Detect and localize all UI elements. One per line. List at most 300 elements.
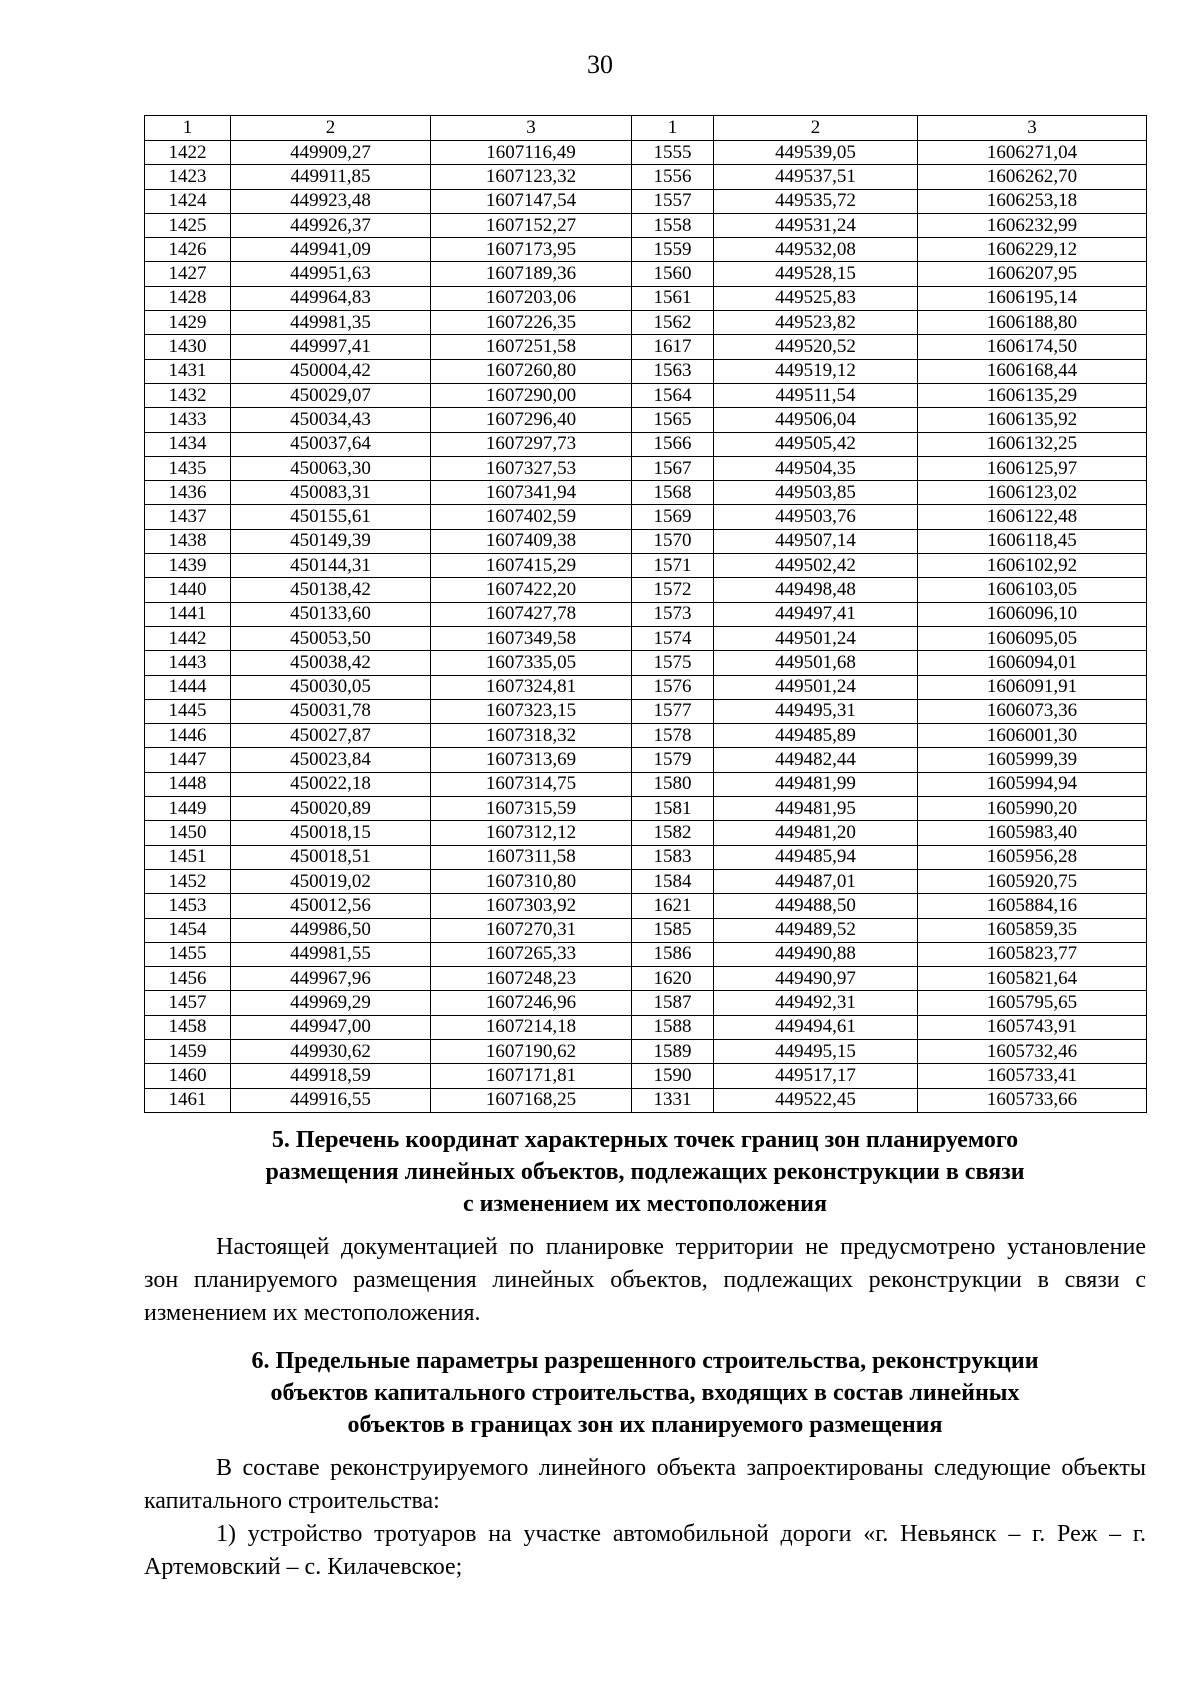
- table-cell: 449495,31: [714, 699, 918, 723]
- table-cell: 449997,41: [231, 335, 431, 359]
- table-cell: 1587: [632, 991, 714, 1015]
- table-cell: 1555: [632, 141, 714, 165]
- section-6: [144, 1345, 1146, 1584]
- table-row: [145, 626, 1147, 650]
- header-cell: 2: [714, 116, 918, 141]
- table-cell: 450149,39: [231, 529, 431, 553]
- table-cell: 1585: [632, 918, 714, 942]
- table-row: [145, 699, 1147, 723]
- table-row: [145, 554, 1147, 578]
- table-cell: 1430: [145, 335, 231, 359]
- table-cell: 449986,50: [231, 918, 431, 942]
- table-cell: 1607323,15: [431, 699, 632, 723]
- table-cell: 449519,12: [714, 359, 918, 383]
- table-cell: 449941,09: [231, 238, 431, 262]
- table-cell: 450019,02: [231, 869, 431, 893]
- table-cell: 1331: [632, 1088, 714, 1112]
- table-row: [145, 383, 1147, 407]
- table-cell: 450022,18: [231, 772, 431, 796]
- table-cell: 1580: [632, 772, 714, 796]
- table-cell: 1607248,23: [431, 967, 632, 991]
- table-cell: 1606132,25: [918, 432, 1147, 456]
- table-cell: 1607311,58: [431, 845, 632, 869]
- table-cell: 449498,48: [714, 578, 918, 602]
- table-cell: 1564: [632, 383, 714, 407]
- table-cell: 1607190,62: [431, 1039, 632, 1063]
- table-row: [145, 335, 1147, 359]
- table-cell: 1607214,18: [431, 1015, 632, 1039]
- table-cell: 449490,88: [714, 942, 918, 966]
- table-cell: 450004,42: [231, 359, 431, 383]
- table-cell: 1423: [145, 165, 231, 189]
- table-row: [145, 529, 1147, 553]
- table-cell: 1443: [145, 651, 231, 675]
- table-cell: 449503,85: [714, 481, 918, 505]
- table-cell: 1607246,96: [431, 991, 632, 1015]
- table-cell: 1560: [632, 262, 714, 286]
- table-row: [145, 1064, 1147, 1088]
- table-cell: 1570: [632, 529, 714, 553]
- table-cell: 450030,05: [231, 675, 431, 699]
- table-row: [145, 165, 1147, 189]
- table-cell: 1433: [145, 408, 231, 432]
- table-cell: 449539,05: [714, 141, 918, 165]
- table-cell: 1438: [145, 529, 231, 553]
- coordinates-table: [144, 115, 1147, 1113]
- table-cell: 1605859,35: [918, 918, 1147, 942]
- table-cell: 1620: [632, 967, 714, 991]
- table-cell: 449502,42: [714, 554, 918, 578]
- table-cell: 1605823,77: [918, 942, 1147, 966]
- table-cell: 449916,55: [231, 1088, 431, 1112]
- table-cell: 449482,44: [714, 748, 918, 772]
- table-cell: 1605821,64: [918, 967, 1147, 991]
- table-cell: 1606207,95: [918, 262, 1147, 286]
- table-cell: 449497,41: [714, 602, 918, 626]
- table-cell: 449503,76: [714, 505, 918, 529]
- table-row: [145, 286, 1147, 310]
- table-cell: 1617: [632, 335, 714, 359]
- table-cell: 1607427,78: [431, 602, 632, 626]
- table-cell: 1445: [145, 699, 231, 723]
- table-cell: 1435: [145, 456, 231, 480]
- table-row: [145, 869, 1147, 893]
- table-cell: 1607203,06: [431, 286, 632, 310]
- table-row: [145, 942, 1147, 966]
- table-cell: 450144,31: [231, 554, 431, 578]
- table-cell: 1574: [632, 626, 714, 650]
- table-cell: 1607415,29: [431, 554, 632, 578]
- table-cell: 1577: [632, 699, 714, 723]
- table-cell: 1425: [145, 213, 231, 237]
- table-cell: 449930,62: [231, 1039, 431, 1063]
- section-5-paragraph: Настоящей документацией по планировке территории не предусмотрено установление зон планируемого размещения линейных объектов, подлежащих реконструкции в связи с изменением их местоположения.: [144, 1234, 1146, 1326]
- table-cell: 449981,55: [231, 942, 431, 966]
- table-cell: 1607290,00: [431, 383, 632, 407]
- table-cell: 1607324,81: [431, 675, 632, 699]
- table-cell: 450018,51: [231, 845, 431, 869]
- table-cell: 450018,15: [231, 821, 431, 845]
- table-cell: 449481,99: [714, 772, 918, 796]
- table-cell: 1562: [632, 311, 714, 335]
- table-cell: 449481,95: [714, 797, 918, 821]
- table-row: [145, 1015, 1147, 1039]
- table-cell: 450012,56: [231, 894, 431, 918]
- table-cell: 1607310,80: [431, 869, 632, 893]
- table-cell: 1607147,54: [431, 189, 632, 213]
- table-cell: 1606123,02: [918, 481, 1147, 505]
- table-cell: 1607327,53: [431, 456, 632, 480]
- table-cell: 1607189,36: [431, 262, 632, 286]
- table-cell: 1576: [632, 675, 714, 699]
- table-cell: 1569: [632, 505, 714, 529]
- table-cell: 450133,60: [231, 602, 431, 626]
- table-cell: 1606253,18: [918, 189, 1147, 213]
- table-cell: 1606096,10: [918, 602, 1147, 626]
- table-cell: 1453: [145, 894, 231, 918]
- table-cell: 1579: [632, 748, 714, 772]
- table-cell: 450155,61: [231, 505, 431, 529]
- table-cell: 1461: [145, 1088, 231, 1112]
- table-cell: 449926,37: [231, 213, 431, 237]
- table-cell: 449505,42: [714, 432, 918, 456]
- table-cell: 1590: [632, 1064, 714, 1088]
- table-cell: 1584: [632, 869, 714, 893]
- table-cell: 1437: [145, 505, 231, 529]
- table-cell: 1605884,16: [918, 894, 1147, 918]
- table-body: [145, 141, 1147, 1113]
- table-cell: 449535,72: [714, 189, 918, 213]
- table-cell: 449495,15: [714, 1039, 918, 1063]
- table-cell: 1605956,28: [918, 845, 1147, 869]
- table-cell: 1606188,80: [918, 311, 1147, 335]
- table-cell: 449969,29: [231, 991, 431, 1015]
- table-cell: 1434: [145, 432, 231, 456]
- table-row: [145, 213, 1147, 237]
- table-cell: 1621: [632, 894, 714, 918]
- table-cell: 1605994,94: [918, 772, 1147, 796]
- table-cell: 1460: [145, 1064, 231, 1088]
- table-cell: 449501,24: [714, 675, 918, 699]
- table-row: [145, 821, 1147, 845]
- table-cell: 449501,24: [714, 626, 918, 650]
- table-cell: 1558: [632, 213, 714, 237]
- table-cell: 449981,35: [231, 311, 431, 335]
- table-cell: 449911,85: [231, 165, 431, 189]
- table-cell: 1607116,49: [431, 141, 632, 165]
- table-cell: 1607251,58: [431, 335, 632, 359]
- table-cell: 1573: [632, 602, 714, 626]
- table-cell: 1605983,40: [918, 821, 1147, 845]
- table-cell: 450023,84: [231, 748, 431, 772]
- table-cell: 449520,52: [714, 335, 918, 359]
- table-cell: 1607303,92: [431, 894, 632, 918]
- table-cell: 1607312,12: [431, 821, 632, 845]
- table-cell: 1607270,31: [431, 918, 632, 942]
- table-cell: 1561: [632, 286, 714, 310]
- section-6-list-item: 1) устройство тротуаров на участке автомобильной дороги «г. Невьянск – г. Реж – г. Артемовский – с. Килачевское;: [144, 1521, 1146, 1580]
- table-cell: 450020,89: [231, 797, 431, 821]
- heading-line: 6. Предельные параметры разрешенного строительства, реконструкции: [251, 1348, 1039, 1374]
- table-row: [145, 408, 1147, 432]
- table-row: [145, 578, 1147, 602]
- table-cell: 1432: [145, 383, 231, 407]
- table-cell: 1588: [632, 1015, 714, 1039]
- heading-line: с изменением их местоположения: [463, 1191, 827, 1217]
- table-row: [145, 1039, 1147, 1063]
- table-cell: 1563: [632, 359, 714, 383]
- table-cell: 1559: [632, 238, 714, 262]
- table-cell: 1567: [632, 456, 714, 480]
- table-row: [145, 602, 1147, 626]
- table-cell: 449506,04: [714, 408, 918, 432]
- table-cell: 1606135,92: [918, 408, 1147, 432]
- table-cell: 1605795,65: [918, 991, 1147, 1015]
- table-cell: 1452: [145, 869, 231, 893]
- table-cell: 450034,43: [231, 408, 431, 432]
- table-row: [145, 724, 1147, 748]
- table-cell: 450027,87: [231, 724, 431, 748]
- table-cell: 1589: [632, 1039, 714, 1063]
- table-cell: 1607315,59: [431, 797, 632, 821]
- table-cell: 1606102,92: [918, 554, 1147, 578]
- table-cell: 1606168,44: [918, 359, 1147, 383]
- table-cell: 1605743,91: [918, 1015, 1147, 1039]
- table-row: [145, 311, 1147, 335]
- table-cell: 1441: [145, 602, 231, 626]
- table-cell: 1424: [145, 189, 231, 213]
- table-cell: 1607297,73: [431, 432, 632, 456]
- table-cell: 1607402,59: [431, 505, 632, 529]
- header-cell: 3: [918, 116, 1147, 141]
- table-cell: 449528,15: [714, 262, 918, 286]
- table-row: [145, 991, 1147, 1015]
- table-cell: 1606271,04: [918, 141, 1147, 165]
- table-cell: 1607409,38: [431, 529, 632, 553]
- table-cell: 450053,50: [231, 626, 431, 650]
- table-cell: 450029,07: [231, 383, 431, 407]
- table-cell: 1607314,75: [431, 772, 632, 796]
- table-cell: 449488,50: [714, 894, 918, 918]
- table-cell: 1450: [145, 821, 231, 845]
- table-cell: 1578: [632, 724, 714, 748]
- table-cell: 1431: [145, 359, 231, 383]
- table-cell: 449511,54: [714, 383, 918, 407]
- table-cell: 450063,30: [231, 456, 431, 480]
- table-cell: 1448: [145, 772, 231, 796]
- table-cell: 449947,00: [231, 1015, 431, 1039]
- table-cell: 449490,97: [714, 967, 918, 991]
- table-cell: 1446: [145, 724, 231, 748]
- table-cell: 1607341,94: [431, 481, 632, 505]
- table-cell: 1556: [632, 165, 714, 189]
- table-cell: 1571: [632, 554, 714, 578]
- table-cell: 449507,14: [714, 529, 918, 553]
- table-cell: 1458: [145, 1015, 231, 1039]
- table-cell: 1606229,12: [918, 238, 1147, 262]
- table-cell: 1605999,39: [918, 748, 1147, 772]
- table-cell: 449532,08: [714, 238, 918, 262]
- table-cell: 1607349,58: [431, 626, 632, 650]
- table-cell: 449909,27: [231, 141, 431, 165]
- table-row: [145, 432, 1147, 456]
- table-cell: 1606135,29: [918, 383, 1147, 407]
- table-cell: 1440: [145, 578, 231, 602]
- table-cell: 1449: [145, 797, 231, 821]
- section-6-paragraph: В составе реконструируемого линейного объекта запроектированы следующие объекты капитального строительства:: [144, 1455, 1146, 1514]
- table-cell: 1606073,36: [918, 699, 1147, 723]
- table-cell: 1605990,20: [918, 797, 1147, 821]
- table-cell: 1607173,95: [431, 238, 632, 262]
- table-cell: 1442: [145, 626, 231, 650]
- table-row: [145, 748, 1147, 772]
- table-cell: 449492,31: [714, 991, 918, 1015]
- table-cell: 1607123,32: [431, 165, 632, 189]
- table-cell: 1557: [632, 189, 714, 213]
- table-cell: 1607335,05: [431, 651, 632, 675]
- table-cell: 1454: [145, 918, 231, 942]
- table-row: [145, 262, 1147, 286]
- table-cell: 449522,45: [714, 1088, 918, 1112]
- table-cell: 1605733,66: [918, 1088, 1147, 1112]
- table-cell: 449964,83: [231, 286, 431, 310]
- table-cell: 1605920,75: [918, 869, 1147, 893]
- table-cell: 1607296,40: [431, 408, 632, 432]
- table-cell: 450083,31: [231, 481, 431, 505]
- table-cell: 1606094,01: [918, 651, 1147, 675]
- table-row: [145, 359, 1147, 383]
- table-cell: 449481,20: [714, 821, 918, 845]
- table-cell: 449489,52: [714, 918, 918, 942]
- table-row: [145, 845, 1147, 869]
- header-cell: 1: [145, 116, 231, 141]
- table-cell: 449523,82: [714, 311, 918, 335]
- table-cell: 1459: [145, 1039, 231, 1063]
- table-cell: 1607318,32: [431, 724, 632, 748]
- table-cell: 450037,64: [231, 432, 431, 456]
- table-cell: 450038,42: [231, 651, 431, 675]
- table-row: [145, 918, 1147, 942]
- table-cell: 1565: [632, 408, 714, 432]
- table-row: [145, 797, 1147, 821]
- table-cell: 1606001,30: [918, 724, 1147, 748]
- heading-line: объектов капитального строительства, входящих в состав линейных: [270, 1380, 1020, 1406]
- table-cell: 1575: [632, 651, 714, 675]
- table-row: [145, 456, 1147, 480]
- page-number: 30: [587, 50, 613, 79]
- table-cell: 449967,96: [231, 967, 431, 991]
- table-cell: 1583: [632, 845, 714, 869]
- table-cell: 1606262,70: [918, 165, 1147, 189]
- header-cell: 3: [431, 116, 632, 141]
- table-cell: 449517,17: [714, 1064, 918, 1088]
- table-cell: 1566: [632, 432, 714, 456]
- table-cell: 449537,51: [714, 165, 918, 189]
- table-cell: 1582: [632, 821, 714, 845]
- table-cell: 1428: [145, 286, 231, 310]
- section-5-heading: [144, 1124, 1146, 1220]
- table-cell: 1586: [632, 942, 714, 966]
- table-cell: 1426: [145, 238, 231, 262]
- table-cell: 1606122,48: [918, 505, 1147, 529]
- table-cell: 1606174,50: [918, 335, 1147, 359]
- table-cell: 1605733,41: [918, 1064, 1147, 1088]
- table-cell: 1447: [145, 748, 231, 772]
- table-cell: 1606125,97: [918, 456, 1147, 480]
- table-cell: 1607152,27: [431, 213, 632, 237]
- table-cell: 1606103,05: [918, 578, 1147, 602]
- table-cell: 1429: [145, 311, 231, 335]
- heading-line: 5. Перечень координат характерных точек границ зон планируемого: [271, 1127, 1019, 1153]
- table-cell: 449525,83: [714, 286, 918, 310]
- table-row: [145, 651, 1147, 675]
- table-header-row: [145, 116, 1147, 141]
- table-row: [145, 505, 1147, 529]
- table-row: [145, 967, 1147, 991]
- table-cell: 1572: [632, 578, 714, 602]
- table-cell: 449951,63: [231, 262, 431, 286]
- table-cell: 1607265,33: [431, 942, 632, 966]
- table-row: [145, 675, 1147, 699]
- table-cell: 1605732,46: [918, 1039, 1147, 1063]
- table-cell: 450138,42: [231, 578, 431, 602]
- table-cell: 1607171,81: [431, 1064, 632, 1088]
- table-cell: 1568: [632, 481, 714, 505]
- heading-line: размещения линейных объектов, подлежащих реконструкции в связи: [265, 1159, 1025, 1185]
- table-cell: 1457: [145, 991, 231, 1015]
- table-cell: 1607422,20: [431, 578, 632, 602]
- table-row: [145, 1088, 1147, 1112]
- table-row: [145, 894, 1147, 918]
- table-cell: 449531,24: [714, 213, 918, 237]
- table-row: [145, 189, 1147, 213]
- table-cell: 1439: [145, 554, 231, 578]
- table-cell: 1455: [145, 942, 231, 966]
- table-cell: 449923,48: [231, 189, 431, 213]
- table-cell: 1436: [145, 481, 231, 505]
- table-cell: 1451: [145, 845, 231, 869]
- table-cell: 1581: [632, 797, 714, 821]
- table-row: [145, 772, 1147, 796]
- header-cell: 2: [231, 116, 431, 141]
- table-cell: 1456: [145, 967, 231, 991]
- table-row: [145, 238, 1147, 262]
- table-cell: 1607313,69: [431, 748, 632, 772]
- header-cell: 1: [632, 116, 714, 141]
- heading-line: объектов в границах зон их планируемого размещения: [347, 1412, 943, 1438]
- table-cell: 1606091,91: [918, 675, 1147, 699]
- table-cell: 1607226,35: [431, 311, 632, 335]
- table-cell: 449504,35: [714, 456, 918, 480]
- table-cell: 1606195,14: [918, 286, 1147, 310]
- table-cell: 1606232,99: [918, 213, 1147, 237]
- table-cell: 1427: [145, 262, 231, 286]
- table-cell: 449918,59: [231, 1064, 431, 1088]
- table-cell: 449485,94: [714, 845, 918, 869]
- table-cell: 1607168,25: [431, 1088, 632, 1112]
- table-cell: 1607260,80: [431, 359, 632, 383]
- section-5: [144, 1124, 1146, 1330]
- table-cell: 449487,01: [714, 869, 918, 893]
- section-6-heading: [144, 1345, 1146, 1441]
- table-cell: 450031,78: [231, 699, 431, 723]
- table-cell: 449501,68: [714, 651, 918, 675]
- table-row: [145, 141, 1147, 165]
- table-cell: 1422: [145, 141, 231, 165]
- table-cell: 449494,61: [714, 1015, 918, 1039]
- table-cell: 1444: [145, 675, 231, 699]
- table-cell: 1606095,05: [918, 626, 1147, 650]
